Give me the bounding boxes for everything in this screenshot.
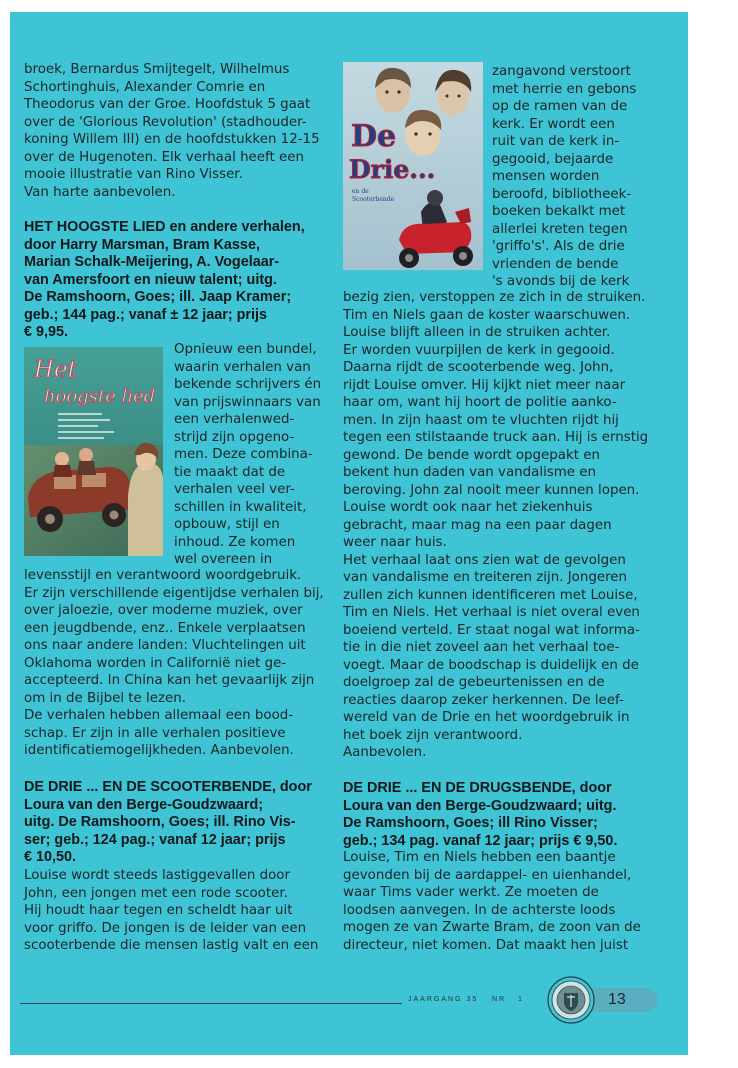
text-line: mogen ze van Zwarte Bram, de zoon van de bbox=[343, 920, 641, 935]
text-line: waarin verhalen van bbox=[174, 359, 311, 375]
text-line: opbouw, stijl en bbox=[174, 517, 280, 532]
book-cover-het-hoogste-lied bbox=[24, 347, 163, 556]
text-line: reacties daarop zeker herkennen. De leef- bbox=[343, 692, 624, 708]
text-line: zangavond verstoort bbox=[492, 64, 631, 79]
text-line: met herrie en gebons bbox=[492, 81, 637, 97]
heading-line: ser; geb.; 124 pag.; vanaf 12 jaar; prijs bbox=[24, 831, 286, 848]
text-line: tie in die niet zoveel aan het verhaal toe- bbox=[343, 640, 620, 655]
text-line: identificatiemogelijkheden. Aanbevolen. bbox=[24, 743, 294, 758]
cover-title-line: De bbox=[351, 119, 397, 154]
text-line: rijdt Louise omver. Hij kijkt niet meer naar bbox=[343, 377, 626, 393]
heading-line: Marian Schalk-Meijering, A. Vogelaar- bbox=[24, 254, 280, 270]
intro-line: mooie illustratie van Rino Visser. bbox=[24, 167, 243, 182]
text-line: levensstijl en verantwoord woordgebruik. bbox=[24, 568, 302, 583]
review-text-de-drie-drugsbende bbox=[343, 849, 641, 954]
text-line: allerlei kreten tegen bbox=[492, 221, 628, 237]
heading-line: Loura van den Berge-Goudzwaard; uitg. bbox=[343, 797, 617, 814]
intro-line: over de 'Glorious Revolution' (stadhouder- bbox=[24, 114, 307, 130]
text-line: De verhalen hebben allemaal een bood- bbox=[24, 708, 294, 723]
magazine-emblem-icon bbox=[547, 976, 595, 1024]
text-line: Louise, Tim en Niels hebben een baantje bbox=[343, 850, 616, 865]
text-line: men. Deze combina- bbox=[174, 447, 313, 462]
review-text-het-hoogste-lied-wrap bbox=[174, 341, 321, 569]
heading-line: DE DRIE ... EN DE SCOOTERBENDE, door bbox=[24, 779, 312, 795]
text-line: scooterbende die mensen lastig valt en een bbox=[24, 938, 319, 953]
text-line: tie maakt dat de bbox=[174, 464, 286, 480]
heading-line: geb.; 144 pag.; vanaf ± 12 jaar; prijs bbox=[24, 306, 268, 323]
text-line: mensen worden bbox=[492, 169, 600, 184]
intro-line: koning Willem III) en de hoofdstukken 12-15 bbox=[24, 132, 320, 147]
text-line: boeken bekalkt met bbox=[492, 204, 626, 219]
text-line: zullen zich kunnen identificeren met Louise, bbox=[343, 587, 638, 603]
text-line: Louise blijft alleen in de struiken achter. bbox=[343, 325, 611, 340]
heading-line: uitg. De Ramshoorn, Goes; ill. Rino Vis- bbox=[24, 814, 296, 830]
text-line: Daarna rijdt de scooterbende weg. John, bbox=[343, 360, 614, 375]
page-number: 13 bbox=[608, 991, 626, 1008]
text-line: gegooid, bejaarde bbox=[492, 151, 614, 167]
heading-line: De Ramshoorn, Goes; ill Rino Visser; bbox=[343, 815, 598, 831]
intro-line: Schortinghuis, Alexander Comrie en bbox=[24, 79, 266, 95]
review-text-het-hoogste-lied bbox=[24, 567, 324, 760]
text-line: ruit van de kerk in- bbox=[492, 134, 620, 149]
text-line: weer naar huis. bbox=[343, 535, 447, 550]
text-line: gewond. De bende wordt opgepakt en bbox=[343, 447, 600, 463]
review-text-scooterbende-wrap bbox=[492, 63, 636, 291]
review-text-de-drie-scooterbende bbox=[24, 867, 318, 955]
heading-line: geb.; 134 pag. vanaf 12 jaar; prijs € 9,50. bbox=[343, 832, 618, 849]
text-line: Oklahoma worden in Californië niet ge- bbox=[24, 655, 287, 671]
cover-subtitle-line: en de bbox=[352, 188, 369, 195]
text-line: Het verhaal laat ons zien wat de gevolgen bbox=[343, 552, 626, 568]
text-line: verhalen veel ver- bbox=[174, 482, 295, 497]
text-line: beroofd, bibliotheek- bbox=[492, 186, 632, 202]
intro-line: Theodorus van der Groe. Hoofdstuk 5 gaat bbox=[24, 97, 311, 112]
text-line: vrienden de bende bbox=[492, 256, 619, 272]
text-line: een jeugdbende, enz.. Enkele verplaatsen bbox=[24, 620, 306, 636]
text-line: Louise wordt steeds lastiggevallen door bbox=[24, 868, 291, 883]
text-line: kerk. Er wordt een bbox=[492, 116, 615, 132]
text-line: een verhalenwed- bbox=[174, 412, 295, 427]
intro-line: broek, Bernardus Smijtegelt, Wilhelmus bbox=[24, 62, 290, 77]
text-line: bekende schrijvers én bbox=[174, 377, 322, 392]
text-line: van vandalisme en treiteren zijn. Jongeren bbox=[343, 570, 628, 585]
text-line: boeiend verteld. Er staat nogal wat informa- bbox=[343, 622, 640, 638]
heading-line: van Amersfoort en nieuw talent; uitg. bbox=[24, 271, 277, 288]
text-line: het boek zijn verantwoord. bbox=[343, 727, 523, 743]
heading-line: DE DRIE ... EN DE DRUGSBENDE, door bbox=[343, 780, 612, 796]
text-line: waar Tims vader werkt. Ze moeten de bbox=[343, 885, 599, 900]
text-line: wel overeen in bbox=[174, 552, 273, 567]
text-line: doelgroep zal de gebeurtenissen en de bbox=[343, 675, 605, 690]
intro-line: over de Hugenoten. Elk verhaal heeft een bbox=[24, 149, 304, 165]
heading-line: € 9,95. bbox=[24, 324, 69, 340]
text-line: schillen in kwaliteit, bbox=[174, 499, 307, 515]
text-line: Er worden vuurpijlen de kerk in gegooid. bbox=[343, 342, 615, 358]
text-line: Aanbevolen. bbox=[343, 745, 427, 760]
text-line: gebracht, maar mag na een paar dagen bbox=[343, 517, 612, 533]
text-line: loodsen aanvegen. In de achterste loods bbox=[343, 902, 616, 918]
text-line: wereld van de Drie en het woordgebruik in bbox=[343, 710, 630, 725]
heading-line: door Harry Marsman, Bram Kasse, bbox=[24, 236, 260, 253]
text-line: tegen een stilstaande truck aan. Hij is ernstig bbox=[343, 430, 649, 445]
text-line: Opnieuw een bundel, bbox=[174, 342, 317, 357]
review-heading-de-drie-drugsbende bbox=[343, 780, 617, 850]
review-heading-het-hoogste-lied bbox=[24, 219, 305, 342]
text-line: Louise wordt ook naar het ziekenhuis bbox=[343, 500, 593, 515]
text-line: schap. Er zijn in alle verhalen positieve bbox=[24, 725, 286, 741]
text-line: beroving. John zal nooit meer kunnen lopen. bbox=[343, 482, 640, 498]
car-illustration bbox=[24, 443, 163, 556]
text-line: John, een jongen met een rode scooter. bbox=[24, 885, 288, 901]
text-line: ons naar andere landen: Vluchtelingen uit bbox=[24, 638, 306, 653]
intro-line: Van harte aanbevolen. bbox=[24, 184, 176, 200]
heading-line: HET HOOGSTE LIED en andere verhalen, bbox=[24, 219, 305, 235]
text-line: Hij houdt haar tegen en scheldt haar uit bbox=[24, 903, 293, 918]
issue-label: NR 1 bbox=[492, 996, 524, 1003]
text-line: voegt. Maar de boodschap is duidelijk en de bbox=[343, 657, 639, 673]
heading-line: Loura van den Berge-Goudzwaard; bbox=[24, 796, 264, 813]
text-line: op de ramen van de bbox=[492, 99, 628, 114]
text-line: van prijswinnaars van bbox=[174, 394, 321, 410]
footer-rule bbox=[20, 1003, 402, 1004]
text-line: directeur, niet komen. Dat maakt hen juist bbox=[343, 937, 629, 953]
text-line: gevonden bij de aardappel- en uienhandel, bbox=[343, 867, 632, 883]
text-line: bezig zien, verstoppen ze zich in de struiken. bbox=[343, 290, 646, 305]
text-line: 's avonds bij de kerk bbox=[492, 274, 630, 289]
text-line: Tim en Niels. Het verhaal is niet overal even bbox=[343, 605, 640, 620]
review-text-scooterbende-continued bbox=[343, 289, 648, 762]
text-line: haar om, want hij hoort de politie aanko- bbox=[343, 395, 617, 410]
text-line: accepteerd. In China kan het gevaarlijk zijn bbox=[24, 673, 315, 688]
text-line: inhoud. Ze komen bbox=[174, 534, 296, 550]
book-cover-de-drie-scooterbende bbox=[343, 62, 483, 270]
heading-line: € 10,50. bbox=[24, 849, 77, 865]
text-line: strijd zijn opgeno- bbox=[174, 429, 295, 445]
cover-title-line: Drie... bbox=[349, 155, 436, 184]
text-line: 'griffo's'. Als de drie bbox=[492, 239, 625, 254]
volume-label: JAARGANG 35 bbox=[408, 996, 479, 1003]
cover-title-line: hoogste lied bbox=[44, 386, 156, 407]
text-line: men. In zijn haast om te vluchten rijdt hij bbox=[343, 412, 619, 428]
cover-title-line: Het bbox=[34, 357, 77, 383]
review-heading-de-drie-scooterbende bbox=[24, 779, 312, 867]
text-line: voor griffo. De jongen is de leider van een bbox=[24, 920, 307, 936]
text-line: Tim en Niels gaan de koster waarschuwen. bbox=[343, 307, 631, 323]
text-line: om in de Bijbel te lezen. bbox=[24, 690, 187, 706]
intro-paragraph bbox=[24, 61, 320, 201]
text-line: bekent hun daden van vandalisme en bbox=[343, 465, 597, 480]
text-line: Er zijn verschillende eigentijdse verhalen bij, bbox=[24, 585, 324, 601]
heading-line: De Ramshoorn, Goes; ill. Jaap Kramer; bbox=[24, 289, 292, 305]
cover-subtitle-line: Scooterbende bbox=[352, 196, 395, 203]
text-line: over jaloezie, over moderne muziek, over bbox=[24, 603, 303, 618]
